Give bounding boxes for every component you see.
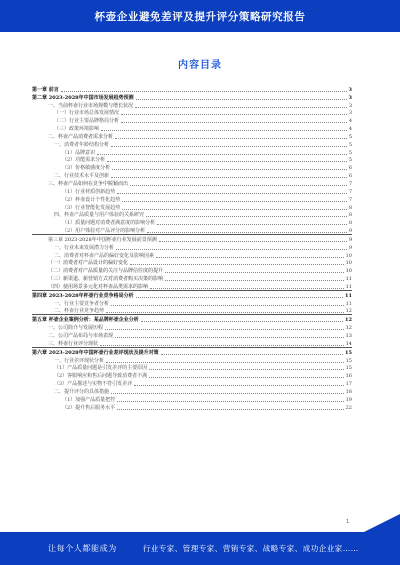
toc-dot-leader: [122, 209, 347, 210]
toc-entry-label: 三、杯壶产品如何在竞争中脱颖而出: [48, 180, 129, 187]
toc-entry-page: 12: [345, 317, 352, 324]
toc-entry-label: 二、杯壶行业竞争趋势: [54, 308, 105, 315]
toc-entry[interactable]: [32, 299, 352, 307]
toc-entry-label: 第一章 前言: [32, 86, 59, 93]
toc-dot-leader: [146, 216, 347, 217]
toc-entry-page: 5: [348, 149, 352, 156]
toc-dot-leader: [130, 185, 347, 186]
toc-entry-label: （二）行业主要品牌格局分析: [54, 118, 120, 125]
toc-entry-page: 11: [345, 276, 352, 283]
toc-dot-leader: [159, 241, 347, 242]
footer-roles: 行业专家、管理专家、营销专家、战略专家、成功企业家……: [142, 544, 359, 553]
toc-dot-leader: [106, 312, 344, 313]
toc-entry-label: （2）客服响应和售后问题导致消费者不满: [54, 373, 148, 380]
toc-entry-page: 8: [348, 204, 352, 211]
toc-entry[interactable]: [32, 101, 352, 109]
toc-dot-leader: [165, 280, 344, 281]
toc-entry-label: （2）功能需求分析: [62, 157, 106, 164]
toc-entry[interactable]: [32, 323, 352, 331]
toc-entry-label: （1）品牌意识: [62, 149, 96, 156]
toc-dot-leader: [111, 146, 347, 147]
footer-slogan: 让每个人都能成为: [48, 544, 117, 553]
toc-entry-label: （1）加强产品质量把控: [62, 396, 116, 403]
toc-entry[interactable]: [32, 331, 352, 339]
toc-entry[interactable]: [32, 274, 352, 282]
toc-entry[interactable]: [32, 163, 352, 171]
toc-entry-label: （1）质量问题对消费者满意度的影响分析: [62, 220, 156, 227]
toc-entry-page: 12: [345, 325, 352, 332]
toc-entry-label: 第二章 2023-2028年中国市场发展趋势预测: [32, 94, 134, 101]
toc-entry[interactable]: [32, 290, 352, 299]
toc-entry[interactable]: [32, 282, 352, 290]
toc-entry-label: （2）提升售后服务水平: [62, 404, 116, 411]
toc-entry[interactable]: [32, 218, 352, 226]
toc-dot-leader: [121, 122, 347, 123]
toc-entry[interactable]: [32, 171, 352, 179]
toc-dot-leader: [111, 177, 347, 178]
toc-entry[interactable]: [32, 307, 352, 315]
toc-entry-page: 3: [348, 86, 352, 93]
toc-entry[interactable]: [32, 93, 352, 101]
toc-dot-leader: [150, 288, 344, 289]
toc-dot-leader: [165, 272, 344, 273]
toc-entry[interactable]: [32, 148, 352, 156]
toc-dot-leader: [161, 354, 343, 355]
toc-dot-leader: [111, 305, 344, 306]
page-number: 1: [346, 519, 350, 525]
toc-dot-leader: [156, 257, 344, 258]
toc-entry[interactable]: [32, 195, 352, 203]
toc-entry-label: （三）新渠道、新营销方式对消费者购买决策的影响: [48, 276, 164, 283]
toc-entry[interactable]: [32, 251, 352, 259]
toc-entry-label: （一）消费者对产品设计的偏好变化: [48, 260, 129, 267]
toc-entry[interactable]: [32, 179, 352, 187]
toc-heading: 内容目录: [178, 60, 222, 71]
toc-dot-leader: [116, 249, 347, 250]
toc-entry[interactable]: [32, 187, 352, 195]
report-title: 杯壶企业避免差评及提升评分策略研究报告: [94, 10, 306, 23]
toc-entry-label: 第四章 2023-2028年杯壶行业竞争格局分析: [32, 292, 134, 299]
toc-entry[interactable]: [32, 140, 352, 148]
toc-entry-label: （三）政策环境影响: [54, 126, 100, 133]
toc-entry[interactable]: [32, 387, 352, 395]
toc-entry[interactable]: [32, 109, 352, 117]
toc-entry-label: 第三章 2023-2028年中国杯壶行业发展前景预测: [48, 236, 157, 243]
toc-entry-label: 第六章 2023-2028年中国杯壶行业差评现状及提升对策: [32, 349, 159, 356]
toc-entry[interactable]: [32, 395, 352, 403]
toc-entry-page: 11: [345, 300, 352, 307]
toc-dot-leader: [100, 345, 344, 346]
toc-dot-leader: [130, 264, 344, 265]
toc-entry-page: 7: [348, 196, 352, 203]
toc-entry-page: 4: [348, 118, 352, 125]
toc-dot-leader: [134, 385, 343, 386]
toc-entry[interactable]: [32, 234, 352, 243]
toc-entry[interactable]: [32, 371, 352, 379]
toc-entry[interactable]: [32, 85, 352, 93]
toc-entry-page: 17: [345, 381, 352, 388]
toc-dot-leader: [117, 401, 343, 402]
toc-dot-leader: [115, 337, 344, 338]
toc-entry-label: （2）用户体验对产品评分的影响分析: [62, 228, 146, 235]
toc-dot-leader: [101, 130, 347, 131]
toc-dot-leader: [97, 154, 347, 155]
toc-entry-page: 19: [345, 396, 352, 403]
toc-entry-label: 一、消费者年龄结构分析: [54, 141, 110, 148]
toc-entry-label: 二、公司产品布局与市场表现: [48, 333, 114, 339]
toc-entry-label: （3）产品描述与实物不符引发差评: [54, 381, 133, 388]
toc-entry-page: 9: [348, 228, 352, 235]
toc-entry-page: 9: [348, 236, 352, 243]
toc-entry-label: 二、行业技术水平及创新: [54, 173, 110, 180]
toc-dot-leader: [121, 114, 347, 115]
toc-entry-label: （3）行业智能化发展趋势: [62, 204, 121, 211]
toc-dot-leader: [111, 393, 344, 394]
toc-entry-page: 16: [345, 373, 352, 380]
toc-dot-leader: [115, 138, 347, 139]
toc-entry[interactable]: [32, 379, 352, 387]
toc-entry-page: 8: [348, 220, 352, 227]
toc-entry-page: 8: [348, 212, 352, 219]
toc-entry[interactable]: [32, 243, 352, 251]
toc-dot-leader: [149, 377, 343, 378]
toc-dot-leader: [117, 409, 343, 410]
toc-entry-page: 13: [345, 333, 352, 339]
toc-dot-leader: [112, 169, 347, 170]
toc-dot-leader: [135, 107, 347, 108]
toc-entry[interactable]: [32, 356, 352, 364]
toc-dot-leader: [61, 91, 347, 92]
toc-entry-label: （二）消费者对产品质量的关注与品牌信任度的提升: [48, 268, 164, 275]
toc-entry[interactable]: [32, 211, 352, 219]
toc-entry-page: 10: [345, 268, 352, 275]
toc-entry-page: 12: [345, 308, 352, 315]
toc-entry-label: 一、公司简介与发展历程: [48, 325, 104, 332]
toc-entry-label: （四）使用场景多元化对杯壶品类需求的影响: [48, 283, 149, 290]
toc-entry[interactable]: [32, 364, 352, 372]
toc-dot-leader: [141, 321, 343, 322]
toc-entry-label: 二、杯壶产品消费者需求分析: [48, 133, 114, 140]
footer-banner: [0, 532, 400, 565]
toc-entry-page: 3: [348, 110, 352, 117]
toc-entry-label: （3）价格敏感度分析: [62, 165, 111, 172]
toc-dot-leader: [107, 161, 347, 162]
toc-entry-page: 15: [345, 357, 352, 364]
toc-entry[interactable]: [32, 339, 352, 347]
toc-entry-page: 6: [348, 173, 352, 180]
toc-entry-label: 四、杯壶产品质量与用户体验的关系研究: [54, 212, 145, 219]
toc-entry-label: （2）杯壶设计个性化趋势: [62, 196, 121, 203]
toc-entry-page: 9: [348, 244, 352, 251]
toc-entry-page: 3: [348, 102, 352, 109]
toc-entry-label: （一）行业市场总体发展情况: [54, 110, 120, 117]
toc-entry-page: 3: [348, 94, 352, 101]
toc-dot-leader: [147, 232, 347, 233]
toc-entry[interactable]: [32, 124, 352, 132]
toc-entry-label: 一、行业差评现状分析: [54, 357, 105, 364]
toc-entry-label: 三、杯壶行业评分现状: [48, 340, 99, 347]
toc-entry-label: （1）产品质量问题是引发差评的主要原因: [54, 365, 148, 372]
toc-dot-leader: [105, 329, 344, 330]
toc-entry-page: 15: [345, 365, 352, 372]
toc-entry[interactable]: [32, 116, 352, 124]
toc-entry-page: 7: [348, 180, 352, 187]
toc-entry[interactable]: [32, 226, 352, 234]
toc-entry-label: 一、行业主要竞争者分析: [54, 300, 110, 307]
toc-entry-label: （1）行业材质创新趋势: [62, 188, 116, 195]
toc-entry-label: 二、消费者对杯壶产品的偏好变化及影响因素: [54, 252, 155, 259]
toc-entry[interactable]: [32, 203, 352, 211]
toc-entry[interactable]: [32, 132, 352, 140]
table-of-contents: [32, 85, 352, 411]
toc-entry-label: 一、行业未来发展潜力分析: [54, 244, 115, 251]
toc-entry-page: 5: [348, 157, 352, 164]
toc-entry-page: 10: [345, 260, 352, 267]
toc-entry[interactable]: [32, 403, 352, 411]
toc-entry[interactable]: [32, 156, 352, 164]
header-banner: [0, 0, 400, 32]
toc-entry-page: 4: [348, 126, 352, 133]
toc-entry-page: 22: [345, 404, 352, 411]
toc-dot-leader: [122, 201, 347, 202]
toc-entry[interactable]: [32, 347, 352, 356]
toc-entry-page: 5: [348, 141, 352, 148]
toc-entry-label: 第五章 杯壶企业案例分析：某品牌杯壶企业分析: [32, 317, 139, 324]
toc-entry-label: 一、当前杯壶行业市场规模与增长状况: [48, 102, 134, 109]
toc-dot-leader: [136, 99, 347, 100]
toc-dot-leader: [149, 369, 343, 370]
toc-entry-page: 10: [345, 252, 352, 259]
toc-dot-leader: [117, 193, 347, 194]
toc-dot-leader: [106, 362, 344, 363]
toc-entry[interactable]: [32, 259, 352, 267]
toc-entry-page: 18: [345, 388, 352, 395]
toc-entry[interactable]: [32, 314, 352, 323]
toc-entry-page: 7: [348, 188, 352, 195]
toc-entry-label: 二、提升评分的具体措施: [54, 388, 110, 395]
toc-dot-leader: [136, 297, 343, 298]
toc-entry-page: 14: [345, 340, 352, 347]
corner-decoration: [364, 514, 400, 532]
toc-entry-page: 15: [345, 349, 352, 356]
toc-entry[interactable]: [32, 266, 352, 274]
toc-entry-page: 5: [348, 133, 352, 140]
toc-entry-page: 6: [348, 165, 352, 172]
toc-entry-page: 11: [345, 283, 352, 290]
toc-entry-page: 11: [345, 292, 352, 299]
toc-dot-leader: [157, 224, 347, 225]
